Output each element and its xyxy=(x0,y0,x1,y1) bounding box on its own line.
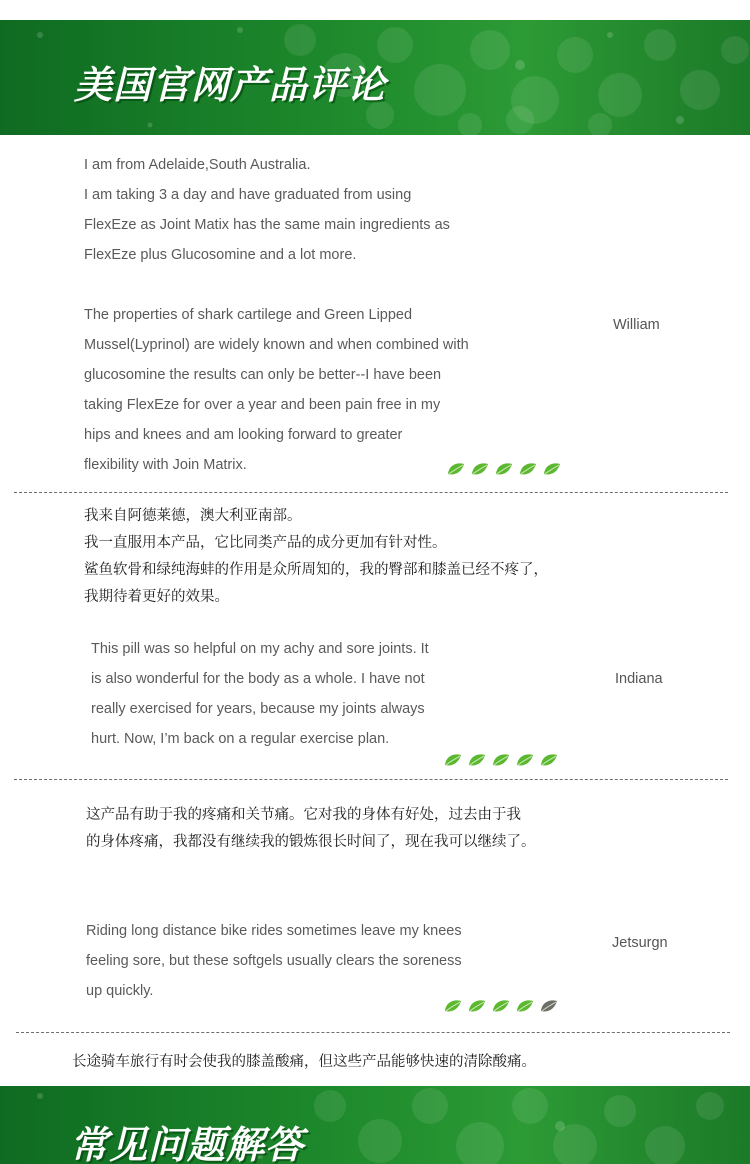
leaf-rating xyxy=(444,999,558,1013)
leaf-rating xyxy=(444,753,558,767)
review-text-line: glucosomine the results can only be better--I have been xyxy=(84,367,442,383)
review-text-line: flexibility with Join Matrix. xyxy=(84,457,247,473)
leaf-icon-filled xyxy=(444,753,462,767)
leaf-icon-filled xyxy=(444,999,462,1013)
review-author: Indiana xyxy=(615,671,663,687)
translation-line: 鲨鱼软骨和绿纯海蚌的作用是众所周知的，我的臀部和膝盖已经不疼了， xyxy=(84,562,548,578)
review-text-line: Riding long distance bike rides sometimes leave my knees xyxy=(86,923,462,939)
translation-line: 长途骑车旅行有时会使我的膝盖酸痛，但这些产品能够快速的清除酸痛。 xyxy=(72,1054,536,1070)
review-text-line: I am from Adelaide,South Australia. xyxy=(84,157,311,173)
leaf-icon-filled xyxy=(519,462,537,476)
translation-line: 这产品有助于我的疼痛和关节痛。它对我的身体有好处，过去由于我 xyxy=(86,807,521,823)
review-text-line: up quickly. xyxy=(86,983,154,999)
section-divider xyxy=(14,779,728,780)
leaf-icon-filled xyxy=(516,999,534,1013)
section-divider xyxy=(16,1032,730,1033)
review-author: William xyxy=(613,317,660,333)
review-text-line: The properties of shark cartilege and Green Lipped xyxy=(84,307,413,323)
page-title: 美国官网产品评论 xyxy=(74,63,387,107)
review-author: Jetsurgn xyxy=(612,935,668,951)
leaf-icon-filled xyxy=(471,462,489,476)
review-text-line: hurt. Now, I’m back on a regular exercise plan. xyxy=(91,731,390,747)
leaf-icon-filled xyxy=(492,999,510,1013)
section-divider xyxy=(14,492,728,493)
leaf-icon-filled xyxy=(447,462,465,476)
review-text-line: FlexEze plus Glucosomine and a lot more. xyxy=(84,247,357,263)
translation-line: 我一直服用本产品，它比同类产品的成分更加有针对性。 xyxy=(84,535,447,551)
review-text-line: feeling sore, but these softgels usually clears the soreness xyxy=(86,953,462,969)
review-text-line: I am taking 3 a day and have graduated from using xyxy=(84,187,412,203)
leaf-rating xyxy=(447,462,561,476)
leaf-icon-filled xyxy=(543,462,561,476)
faq-title: 常见问题解答 xyxy=(70,1123,305,1164)
leaf-icon-filled xyxy=(468,999,486,1013)
leaf-icon-filled xyxy=(495,462,513,476)
review-text-line: hips and knees and am looking forward to greater xyxy=(84,427,403,443)
faq-banner xyxy=(0,1086,750,1164)
review-text-line: This pill was so helpful on my achy and sore joints. It xyxy=(91,641,429,657)
review-text-line: FlexEze as Joint Matix has the same main ingredients as xyxy=(84,217,450,233)
translation-line: 我来自阿德莱德，澳大利亚南部。 xyxy=(84,508,302,524)
leaf-icon-empty xyxy=(540,999,558,1013)
leaf-icon-filled xyxy=(516,753,534,767)
review-text-line: taking FlexEze for over a year and been pain free in my xyxy=(84,397,441,413)
leaf-icon-filled xyxy=(540,753,558,767)
translation-line: 的身体疼痛，我都没有继续我的锻炼很长时间了，现在我可以继续了。 xyxy=(86,834,536,850)
review-text-line: is also wonderful for the body as a whole. I have not xyxy=(91,671,425,687)
header-banner xyxy=(0,20,750,135)
review-text-line: really exercised for years, because my joints always xyxy=(91,701,425,717)
translation-line: 我期待着更好的效果。 xyxy=(84,589,229,605)
review-text-line: Mussel(Lyprinol) are widely known and when combined with xyxy=(84,337,469,353)
leaf-icon-filled xyxy=(468,753,486,767)
leaf-icon-filled xyxy=(492,753,510,767)
